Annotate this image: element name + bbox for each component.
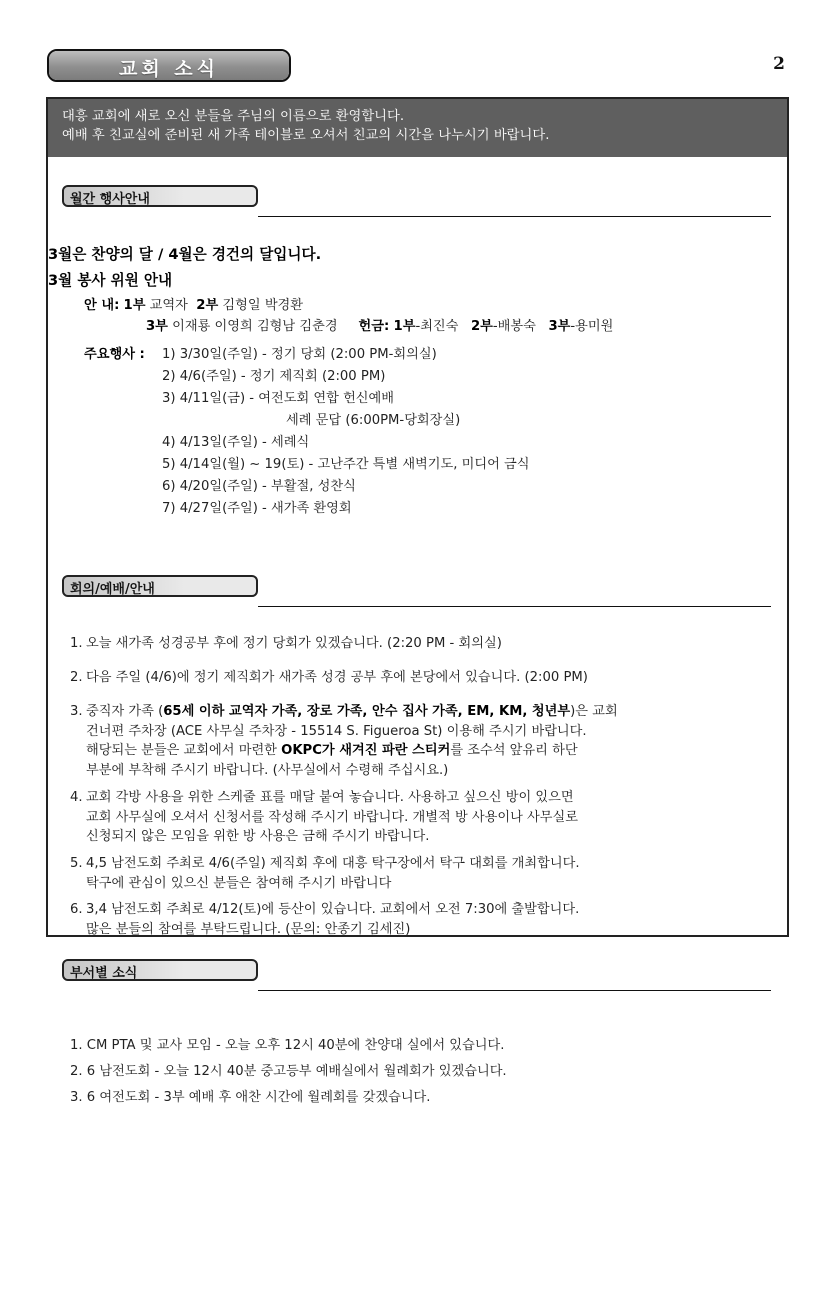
dept-item: 2. 6 남전도회 - 오늘 12시 40분 중고등부 예배실에서 월례회가 있겠습니다. bbox=[70, 1064, 507, 1079]
notice-line bbox=[86, 702, 769, 722]
section-header-meeting bbox=[62, 575, 258, 597]
notice-item bbox=[70, 854, 769, 893]
offering-p3-label: 3부 bbox=[548, 319, 571, 334]
notice-highlight: OKPC가 새겨진 파란 스티커 bbox=[281, 743, 451, 758]
offering-p2-label: 2부 bbox=[471, 319, 493, 334]
offering-label: 헌금: bbox=[358, 319, 390, 334]
notice-text-part: 를 조수석 앞유리 하단 bbox=[450, 743, 578, 758]
notice-line: 신청되지 않은 모임을 위한 방 사용은 금해 주시기 바랍니다. bbox=[86, 829, 430, 844]
welcome-banner bbox=[48, 99, 787, 157]
section-title-dept: 부서별 소식 bbox=[70, 966, 138, 981]
notice-highlight: 65세 이하 교역자 가족, 장로 가족, 안수 집사 가족, EM, KM, 청년부 bbox=[163, 704, 571, 719]
page-title-box bbox=[47, 49, 291, 82]
event-item: 2) 4/6(주일) - 정기 제직회 (2:00 PM) bbox=[162, 369, 386, 384]
guide-p2-names: 김형일 박경환 bbox=[222, 298, 304, 313]
guide-p3-label: 3부 bbox=[146, 319, 168, 334]
notice-item bbox=[70, 788, 769, 847]
section-divider bbox=[258, 216, 771, 217]
notice-line bbox=[86, 741, 769, 761]
guide-label: 안 내: bbox=[84, 298, 120, 313]
events-label: 주요행사 : bbox=[84, 347, 145, 362]
guide-p1-names: 교역자 bbox=[149, 298, 188, 313]
offering-p2-name: -배봉숙 bbox=[492, 319, 536, 334]
notice-line: 많은 분들의 참여를 부탁드립니다. (문의: 안종기 김세진) bbox=[86, 921, 411, 937]
notice-number: 4. bbox=[70, 790, 83, 805]
dept-item: 1. CM PTA 및 교사 모임 - 오늘 오후 12시 40분에 찬양대 실에서 있습니다. bbox=[70, 1038, 505, 1053]
event-item: 세례 문답 (6:00PM-당회장실) bbox=[286, 413, 461, 428]
page-title: 교회 소식 bbox=[118, 58, 220, 80]
notice-number: 6. bbox=[70, 902, 83, 917]
notice-line: 교회 각방 사용을 위한 스케줄 표를 매달 붙여 놓습니다. 사용하고 싶으신 방이 있으면 bbox=[86, 790, 574, 805]
event-item: 7) 4/27일(주일) - 새가족 환영회 bbox=[162, 501, 352, 516]
notice-item bbox=[70, 668, 769, 688]
event-item: 4) 4/13일(주일) - 세례식 bbox=[162, 435, 310, 450]
notice-number: 2. bbox=[70, 670, 83, 685]
notice-line: 3,4 남전도회 주최로 4/12(토)에 등산이 있습니다. 교회에서 오전 7:30에 출발합니다. bbox=[86, 902, 580, 917]
offering-p1-label: 1부 bbox=[393, 319, 416, 334]
content-frame bbox=[46, 97, 789, 1105]
event-item: 3) 4/11일(금) - 여전도회 연합 헌신예배 bbox=[162, 391, 395, 406]
section-header-dept bbox=[62, 959, 258, 981]
notice-line: 건너편 주차장 (ACE 사무실 주차장 - 15514 S. Figueroa St) 이용해 주시기 바랍니다. bbox=[86, 723, 587, 739]
guide-p3-names: 이재룡 이영희 김형남 김춘경 bbox=[172, 319, 338, 334]
notice-line: 4,5 남전도회 주최로 4/6(주일) 제직회 후에 대흥 탁구장에서 탁구 대회를 개최합니다. bbox=[86, 856, 580, 871]
guide-p1-label: 1부 bbox=[123, 298, 146, 313]
notice-line: 교회 사무실에 오셔서 신청서를 작성해 주시기 바랍니다. 개별적 방 사용이나 사무실로 bbox=[86, 809, 578, 825]
notice-item bbox=[70, 900, 769, 939]
notice-text-part: 해당되는 분들은 교회에서 마련한 bbox=[86, 743, 282, 758]
event-item: 5) 4/14일(월) ~ 19(토) - 고난주간 특별 새벽기도, 미디어 금식 bbox=[162, 457, 530, 472]
guide-row-2 bbox=[146, 315, 613, 334]
section-title-meeting: 회의/예배/안내 bbox=[70, 582, 155, 597]
notice-number: 1. bbox=[70, 636, 83, 651]
notice-text-part: )은 교회 bbox=[570, 704, 618, 719]
page-number: 2 bbox=[773, 54, 785, 74]
dept-item: 3. 6 여전도회 - 3부 예배 후 애찬 시간에 월례회를 갖겠습니다. bbox=[70, 1090, 431, 1105]
event-item: 6) 4/20일(주일) - 부활절, 성찬식 bbox=[162, 479, 356, 494]
section-divider bbox=[258, 606, 771, 607]
notice-text: 다음 주일 (4/6)에 정기 제직회가 새가족 성경 공부 후에 본당에서 있습니다. (2:00 PM) bbox=[86, 670, 588, 685]
notice-text-part: 중직자 가족 ( bbox=[86, 704, 164, 719]
notice-item bbox=[70, 702, 769, 780]
section-divider bbox=[258, 990, 771, 991]
notice-text: 오늘 새가족 성경공부 후에 정기 당회가 있겠습니다. (2:20 PM - 회의실) bbox=[86, 636, 502, 651]
notice-line: 탁구에 관심이 있으신 분들은 참여해 주시기 바랍니다 bbox=[86, 875, 392, 891]
guide-row-1 bbox=[84, 294, 303, 313]
monthly-headline: 3월은 찬양의 달 / 4월은 경건의 달입니다. bbox=[48, 246, 322, 263]
notice-line: 부분에 부착해 주시기 바랍니다. (사무실에서 수령해 주십시요.) bbox=[86, 762, 449, 778]
event-item: 1) 3/30일(주일) - 정기 당회 (2:00 PM-회의실) bbox=[162, 347, 437, 362]
notice-item bbox=[70, 634, 769, 654]
guide-p2-label: 2부 bbox=[196, 298, 219, 313]
notice-number: 5. bbox=[70, 856, 83, 871]
offering-p1-name: -최진숙 bbox=[415, 319, 459, 334]
volunteers-title: 3월 봉사 위원 안내 bbox=[48, 272, 173, 289]
section-title-monthly: 월간 행사안내 bbox=[70, 192, 150, 207]
section-header-monthly bbox=[62, 185, 258, 207]
welcome-line-2: 예배 후 친교실에 준비된 새 가족 테이블로 오셔서 친교의 시간을 나누시기 바랍니다. bbox=[62, 128, 550, 143]
welcome-line-1: 대흥 교회에 새로 오신 분들을 주님의 이름으로 환영합니다. bbox=[62, 109, 405, 124]
offering-p3-name: -용미원 bbox=[570, 319, 614, 334]
notice-number: 3. bbox=[70, 704, 83, 719]
